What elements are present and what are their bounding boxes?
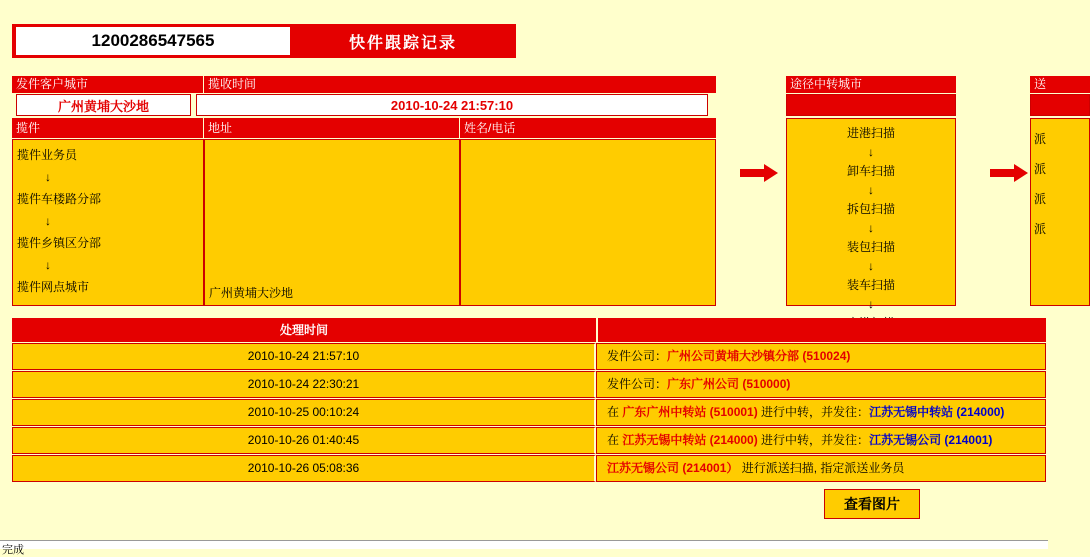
transit-step-4: 装包扫描 <box>846 240 895 254</box>
table-row <box>12 427 1046 454</box>
delivery-step-1: 派 <box>1034 132 1047 146</box>
chain-step-3: 揽件乡镇区分部 <box>17 236 102 250</box>
chain-step-2: 揽件车楼路分部 <box>17 192 102 206</box>
table-row <box>12 343 1046 370</box>
page-header <box>12 24 516 58</box>
transit-panel <box>786 76 956 311</box>
log-time: 2010-10-24 22:30:21 <box>12 371 596 398</box>
log-middle: 进行派送扫描, 指定派送业务员 <box>738 461 905 475</box>
log-prefix: 在 <box>607 405 623 419</box>
log-middle: 进行中转，并发往： <box>757 405 870 419</box>
pickup-chain <box>12 139 204 306</box>
col-header-pickup: 揽件 <box>12 118 204 138</box>
log-detail <box>596 427 1046 454</box>
down-arrow-icon: ↓ <box>868 297 874 311</box>
transit-scan-list <box>786 118 956 311</box>
right-arrow-svg-2 <box>990 164 1028 182</box>
address-value: 广州黄埔大沙地 <box>209 286 294 300</box>
table-row <box>12 399 1046 426</box>
right-arrow-icon <box>740 160 778 186</box>
log-highlight-2: 江苏无锡公司 (214001) <box>869 433 993 447</box>
transit-value[interactable] <box>786 94 956 116</box>
origin-values <box>12 94 716 116</box>
transit-step-3: 拆包扫描 <box>846 202 895 216</box>
tracking-number-field[interactable]: 1200286547565 <box>16 27 290 55</box>
down-arrow-icon: ↓ <box>868 259 874 273</box>
delivery-step-2: 派 <box>1034 162 1047 176</box>
down-arrow-icon: ↓ <box>45 258 51 272</box>
log-highlight: 广东广州中转站 (510001) <box>622 405 758 419</box>
log-highlight: 江苏无锡公司 (214001） <box>607 461 739 475</box>
delivery-scan-list <box>1030 118 1090 306</box>
log-detail <box>596 455 1046 482</box>
log-time: 2010-10-24 21:57:10 <box>12 343 596 370</box>
log-prefix: 在 <box>607 433 623 447</box>
transit-step-1: 进港扫描 <box>846 126 895 140</box>
down-arrow-icon: ↓ <box>868 145 874 159</box>
origin-city-label: 发件客户城市 <box>12 76 204 93</box>
origin-headers <box>12 76 716 93</box>
delivery-panel <box>1030 76 1090 306</box>
log-time: 2010-10-26 05:08:36 <box>12 455 596 482</box>
delivery-step-4: 派 <box>1034 222 1047 236</box>
contact-cell <box>460 139 716 306</box>
log-highlight: 广州公司黄埔大沙镇分部 (510024) <box>667 349 851 363</box>
origin-panel <box>12 76 716 306</box>
origin-table-header <box>12 118 716 138</box>
log-detail <box>596 371 1046 398</box>
down-arrow-icon: ↓ <box>45 170 51 184</box>
log-detail <box>596 343 1046 370</box>
delivery-label: 送 <box>1030 76 1090 93</box>
delivery-step-3: 派 <box>1034 192 1047 206</box>
processing-log-table <box>12 318 1046 482</box>
log-highlight: 江苏无锡中转站 (214000) <box>622 433 758 447</box>
log-highlight: 广东广州公司 (510000) <box>667 377 791 391</box>
transit-value-row <box>786 94 956 116</box>
down-arrow-icon: ↓ <box>45 214 51 228</box>
delivery-value[interactable] <box>1030 94 1090 116</box>
address-cell <box>204 139 460 306</box>
origin-city-value[interactable]: 广州黄埔大沙地 <box>16 94 191 116</box>
chain-step-1: 揽件业务员 <box>17 148 78 162</box>
view-image-button[interactable]: 查看图片 <box>824 489 920 519</box>
origin-table-body <box>12 139 716 306</box>
table-row <box>12 455 1046 482</box>
origin-time-label: 揽收时间 <box>204 76 716 93</box>
log-col-time: 处理时间 <box>12 318 598 342</box>
right-arrow-icon-2 <box>990 160 1028 186</box>
transit-label: 途径中转城市 <box>786 76 956 93</box>
transit-step-2: 卸车扫描 <box>846 164 895 178</box>
origin-time-value[interactable]: 2010-10-24 21:57:10 <box>196 94 708 116</box>
log-col-detail <box>598 318 1046 342</box>
chain-step-4: 揽件网点城市 <box>17 280 90 294</box>
log-detail <box>596 399 1046 426</box>
right-arrow-svg <box>740 164 778 182</box>
status-bar: 完成 <box>0 540 1048 549</box>
log-prefix: 发件公司： <box>607 349 668 363</box>
table-row <box>12 371 1046 398</box>
log-table-header <box>12 318 1046 342</box>
down-arrow-icon: ↓ <box>868 221 874 235</box>
delivery-value-row <box>1030 94 1090 116</box>
log-time: 2010-10-26 01:40:45 <box>12 427 596 454</box>
col-header-contact: 姓名/电话 <box>464 121 516 135</box>
log-highlight-2: 江苏无锡中转站 (214000) <box>869 405 1005 419</box>
transit-step-5: 装车扫描 <box>846 278 895 292</box>
col-header-address: 地址 <box>204 118 460 138</box>
log-prefix: 发件公司： <box>607 377 668 391</box>
log-time: 2010-10-25 00:10:24 <box>12 399 596 426</box>
page-title: 快件跟踪记录 <box>348 34 457 52</box>
down-arrow-icon: ↓ <box>868 183 874 197</box>
log-middle: 进行中转，并发往： <box>757 433 870 447</box>
